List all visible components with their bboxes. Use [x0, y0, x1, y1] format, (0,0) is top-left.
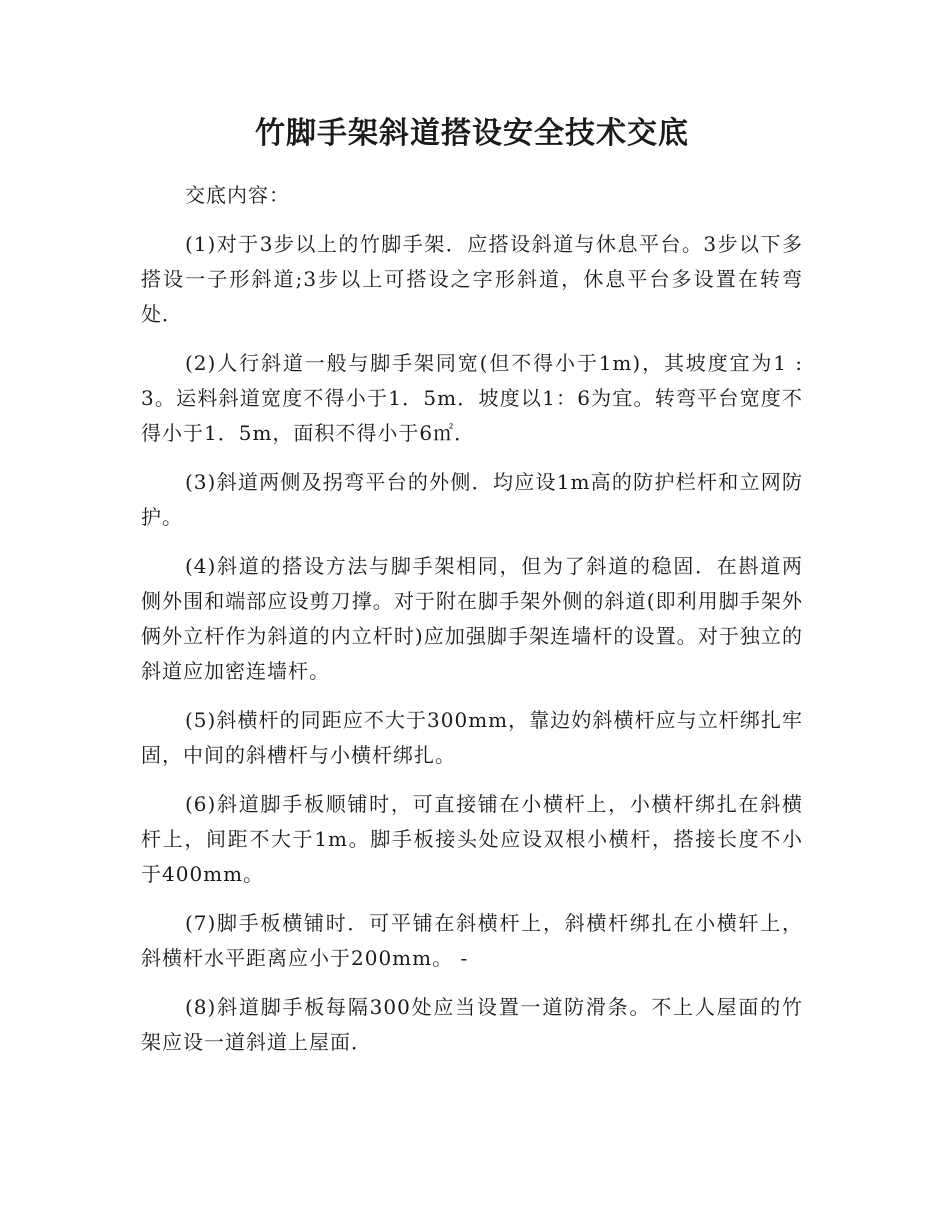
paragraph-1: (1)对于3步以上的竹脚手架．应搭设斜道与休息平台。3步以下多搭设一子形斜道;3步以上可搭设之字形斜道，休息平台多设置在转弯处．: [141, 232, 803, 326]
paragraph-2: (2)人行斜道一般与脚手架同宽(但不得小于1m)，其坡度宜为1 :3。运料斜道宽度不得小于1．5m．坡度以1：6为宜。转弯平台宽度不得小于1．5m，面积不得小于6㎡．: [141, 351, 803, 445]
paragraph-6: (6)斜道脚手板顺铺时，可直接铺在小横杆上，小横杆绑扎在斜横杆上，间距不大于1m。脚手板接头处应设双根小横杆，搭接长度不小于400mm。: [141, 792, 803, 886]
paragraph-5: (5)斜横杆的同距应不大于300mm，靠边妁斜横杆应与立杆绑扎牢固，中间的斜槽杆与小横杆绑扎。: [141, 708, 803, 767]
paragraph-8: (8)斜道脚手板每隔300处应当设置一道防滑条。不上人屋面的竹架应设一道斜道上屋面．: [141, 995, 803, 1054]
paragraph-7: (7)脚手板横铺时．可平铺在斜横杆上，斜横杆绑扎在小横轩上，斜横杆水平距离应小于200mm。 -: [141, 911, 803, 970]
document-page: [141, 112, 803, 1074]
paragraph-3: (3)斜道两侧及拐弯平台的外侧．均应设1m高的防护栏杆和立网防护。: [141, 470, 803, 529]
paragraph-4: (4)斜道的搭设方法与脚手架相同，但为了斜道的稳固．在斟道两侧外围和端部应设剪刀撑。对于附在脚手架外侧的斜道(即利用脚手架外俩外立杆作为斜道的内立杆时)应加强脚手架连墙杆的设置。对于独立的斜道应加密连墙杆。: [141, 554, 803, 683]
intro-label: 交底内容：: [185, 183, 290, 207]
document-title: 竹脚手架斜道搭设安全技术交底: [255, 116, 689, 151]
